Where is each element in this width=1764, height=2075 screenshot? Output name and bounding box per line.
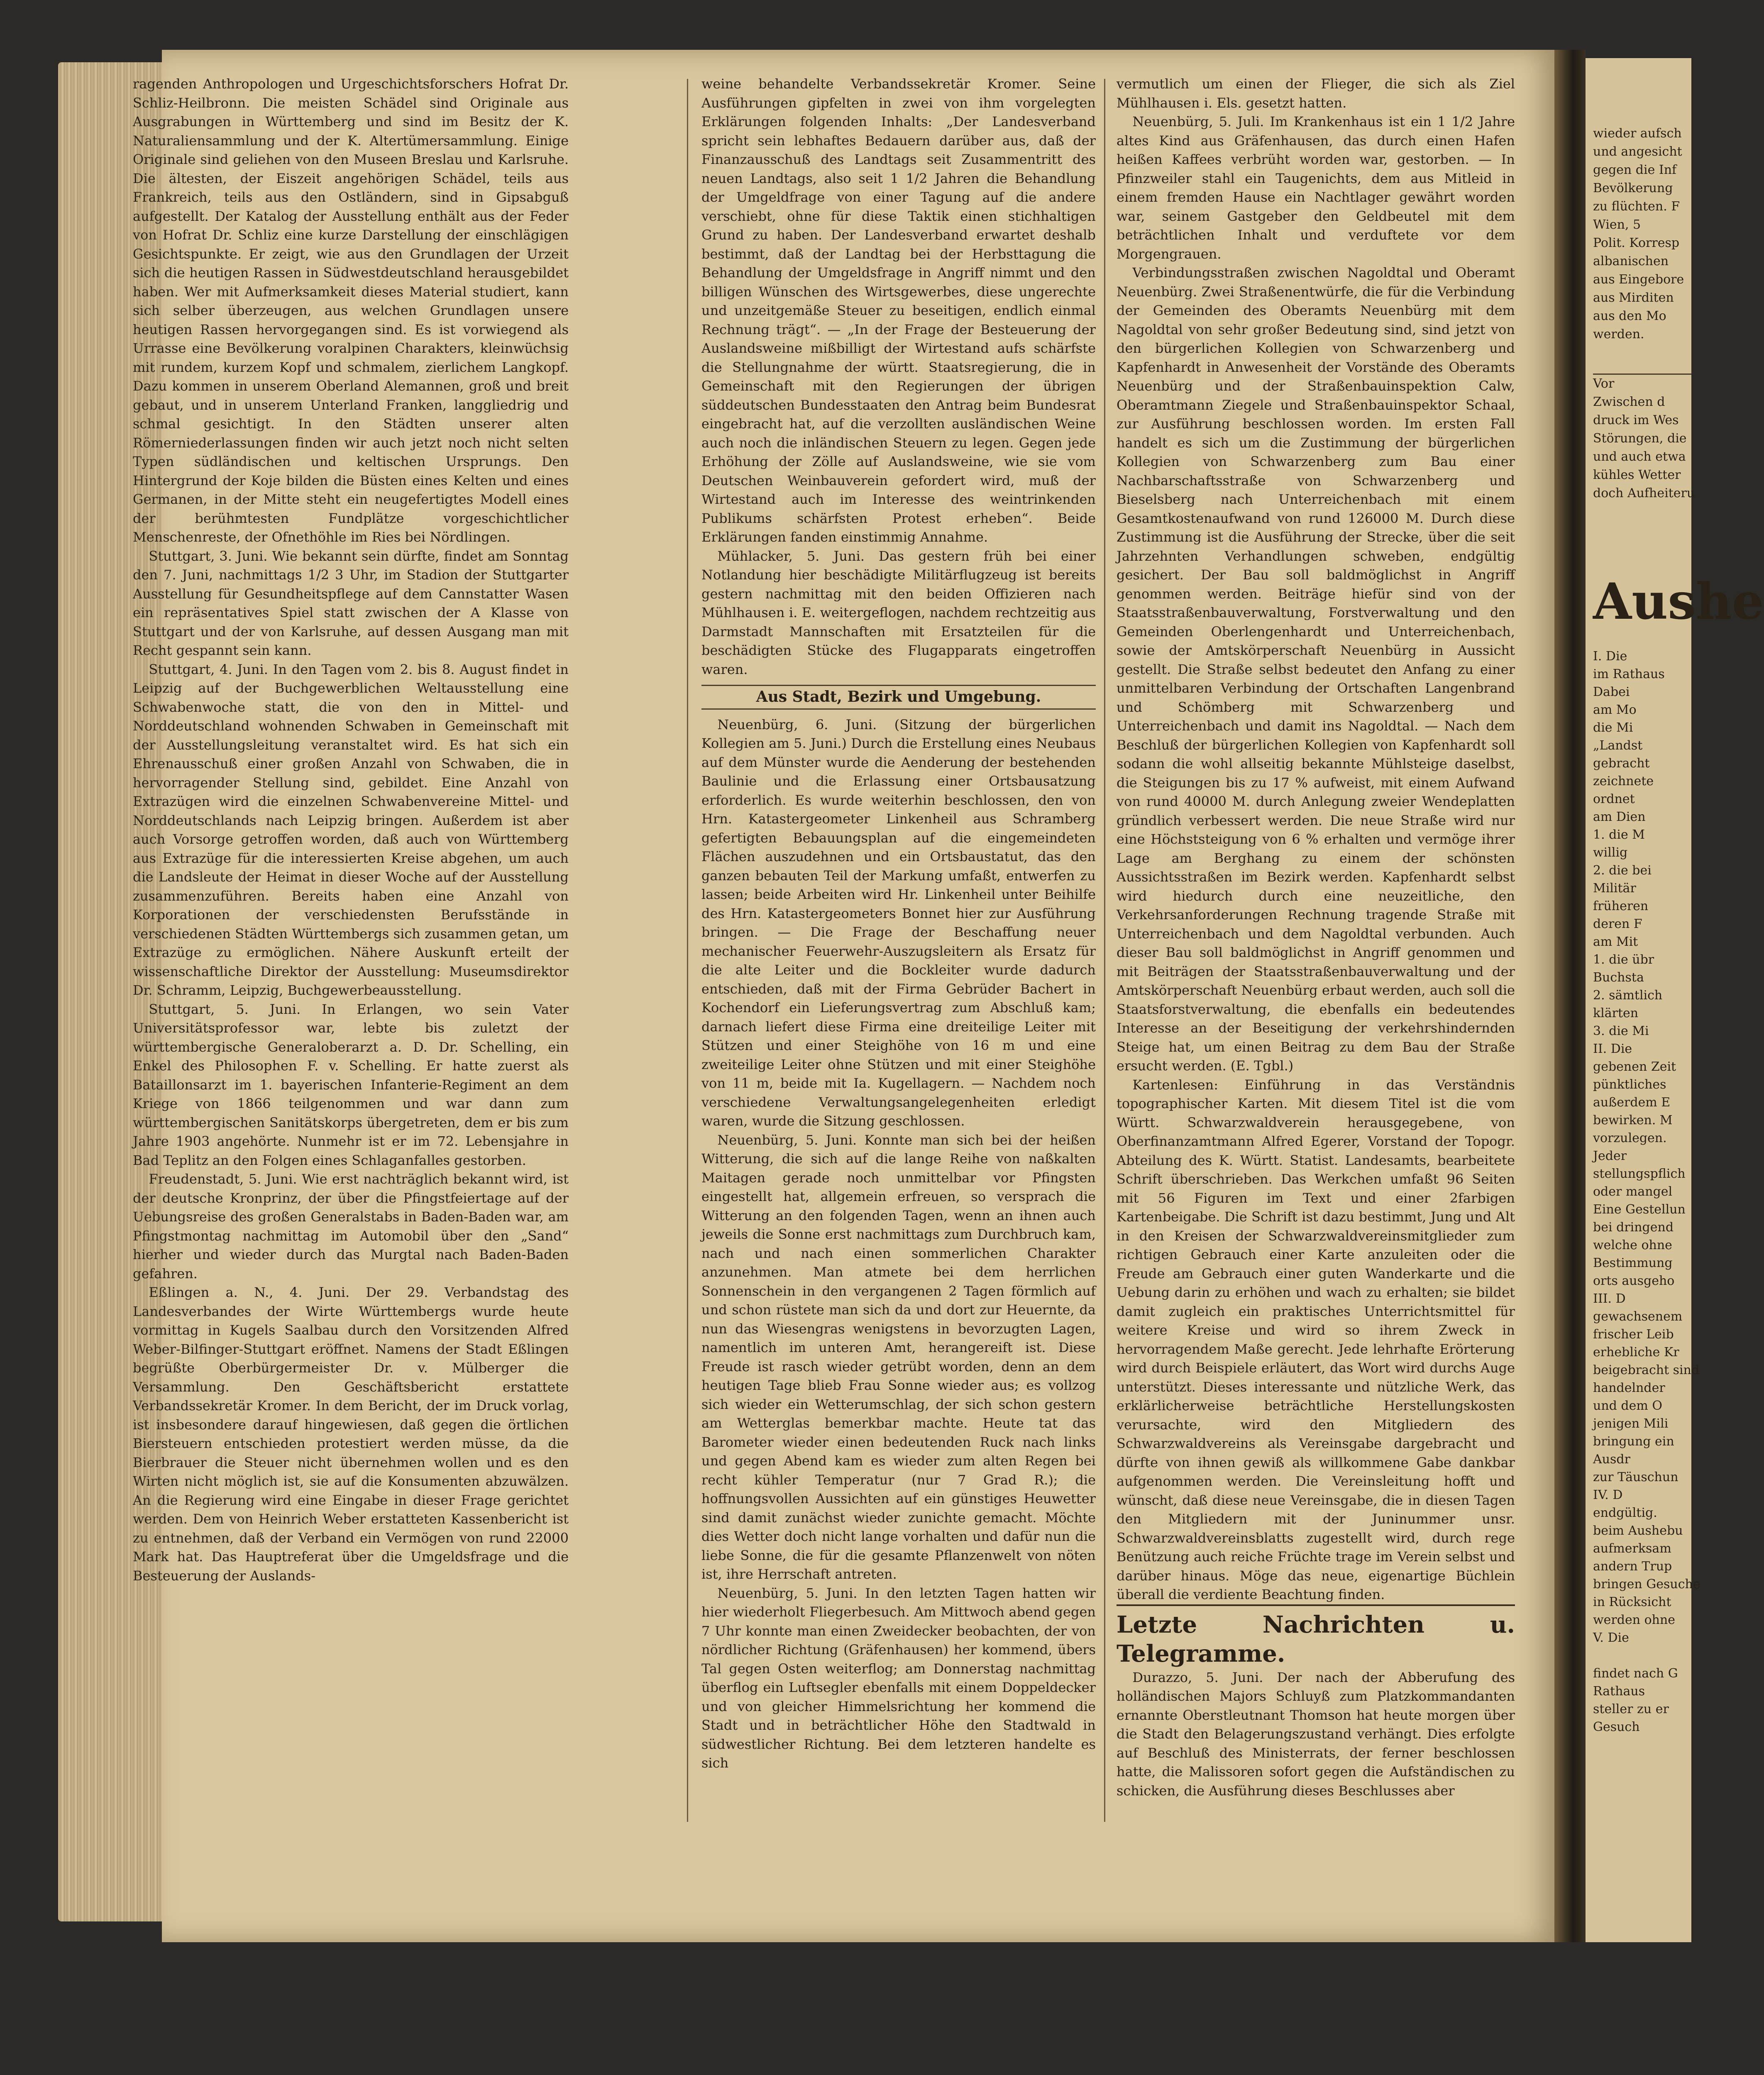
facing-line: Eine Gestellun — [1593, 1202, 1686, 1217]
facing-line: 1. die M — [1593, 828, 1645, 842]
facing-line: III. D — [1593, 1291, 1626, 1306]
article-paragraph: Stuttgart, 3. Juni. Wie bekannt sein dürfte, findet am Sonntag den 7. Juni, nachmittags 1/2 3 Uhr, im Stadion der Stuttgarter Ausstellung für Gesundheitspflege auf dem Cannstatter Wasen ein repräsentatives Spiel statt zwischen der A Klasse von Stuttgart und der von Karlsruhe, auf dessen Ausgang man mit Recht gespannt sein kann. — [133, 548, 569, 658]
article-paragraph: Freudenstadt, 5. Juni. Wie erst nachträglich bekannt wird, ist der deutsche Kronprinz, der über die Pfingstfeiertage auf der Uebungsreise des großen Generalstabs in Baden-Baden war, am Pfingstmontag nachmittag im Automobil über den „Sand“ hierher und wieder durch das Murgtal nach Baden-Baden gefahren. — [133, 1171, 569, 1282]
facing-line: 3. die Mi — [1593, 1024, 1649, 1038]
facing-line: „Landst — [1593, 738, 1643, 753]
facing-line: andern Trup — [1593, 1559, 1672, 1574]
facing-line: Zwischen d — [1593, 395, 1665, 409]
column-divider — [687, 79, 688, 1822]
facing-line: ordnet — [1593, 792, 1635, 806]
facing-line: Polit. Korresp — [1593, 236, 1680, 250]
facing-line: erhebliche Kr — [1593, 1345, 1679, 1360]
facing-line: jenigen Mili — [1593, 1416, 1669, 1431]
facing-line: steller zu er — [1593, 1702, 1669, 1716]
facing-line: am Mit — [1593, 935, 1638, 949]
facing-line: oder mangel — [1593, 1184, 1673, 1199]
column-divider — [1104, 79, 1105, 1822]
facing-line: und auch etwa — [1593, 449, 1686, 464]
facing-line: 1. die übr — [1593, 952, 1654, 967]
article-paragraph: vermutlich um einen der Flieger, die sich als Ziel Mühlhausen i. Els. gesetzt hatten. — [1117, 76, 1515, 111]
facing-line: vorzulegen. — [1593, 1131, 1667, 1145]
facing-line: II. Die — [1593, 1042, 1632, 1056]
facing-line: gegen die Inf — [1593, 163, 1677, 177]
facing-line: zur Täuschun — [1593, 1470, 1678, 1484]
article-column-2 — [701, 75, 1096, 1859]
facing-line: Ausdr — [1593, 1452, 1630, 1467]
facing-line: orts ausgeho — [1593, 1274, 1675, 1288]
article-paragraph: Neuenbürg, 5. Juli. Im Krankenhaus ist ein 1 1/2 Jahre altes Kind aus Gräfenhausen, das durch einen Hafen heißen Kaffees verbrüht worden war, gestorben. — In Pfinzweiler stahl ein Taugenichts, dem aus Mitleid in einem fremden Hause ein Nachtlager gewährt worden war, seinem Gastgeber den Geldbeutel mit dem beträchtlichen Inhalt und verduftete vor dem Morgengrauen. — [1117, 114, 1515, 262]
facing-line: Gesuch — [1593, 1720, 1640, 1734]
facing-line: V. Die — [1593, 1631, 1629, 1645]
facing-line: werden ohne — [1593, 1613, 1676, 1627]
facing-line: findet nach G — [1593, 1666, 1678, 1681]
facing-line: die Mi — [1593, 720, 1633, 735]
article-paragraph: weine behandelte Verbandssekretär Kromer. Seine Ausführungen gipfelten in zwei von ihm vorgelegten Erklärungen folgenden Inhalts: „Der Landesverband spricht sein lebhaftes Bedauern darüber aus, daß der Finanzausschuß des Landtags seit Zusammentritt des neuen Landtags, also seit 1 1/2 Jahren die Behandlung der Umgeldfrage von einer Tagung auf die andere verschiebt, ohne für diese Taktik einen stichhaltigen Grund zu haben. Der Landesverband erwartet deshalb bestimmt, daß der Landtag bei der Herbsttagung die Behandlung der Umgeldsfrage in Angriff nimmt und den billigen Wünschen des Wirtsgewerbes, diese ungerechte und unzeitgemäße Steuer zu beseitigen, endlich einmal Rechnung trägt“. — „In der Frage der Besteuerung der Auslandsweine mißbilligt der Wirtestand aufs schärfste die Stellungnahme der württ. Staatsregierung, die in Gemeinschaft mit den Regierungen der übrigen süddeutschen Bundesstaaten den Antrag beim Bundesrat eingebracht hat, auf die verzollten ausländischen Weine auch noch die inländischen Steuern zu legen. Gegen jede Erhöhung der Zölle auf Auslandsweine, wie sie vom Deutschen Weinbauverein gefordert wird, muß der Wirtestand auch im Interesse des weintrinkenden Publikums schärfsten Protest erheben“. Beide Erklärungen fanden einstimmig Annahme. — [701, 76, 1096, 545]
article-paragraph: Eßlingen a. N., 4. Juni. Der 29. Verbandstag des Landesverbandes der Wirte Württembergs wurde heute vormittag in Kugels Saalbau durch den Vorsitzenden Alfred Weber-Bilfinger-Stuttgart eröffnet. Namens der Stadt Eßlingen begrüßte Oberbürgermeister Dr. v. Mülberger die Versammlung. Den Geschäftsbericht erstattete Verbandssekretär Kromer. In dem Bericht, der im Druck vorlag, ist insbesondere darauf hingewiesen, daß gegen die örtlichen Biersteuern entschieden protestiert werden müsse, da die Bierbrauer die Steuer nicht übernehmen wollen und es den Wirten nicht möglich ist, sie auf die Konsumenten abzuwälzen. An die Regierung wird eine Eingabe in dieser Frage gerichtet werden. Dem von Heinrich Weber erstatteten Kassenbericht ist zu entnehmen, daß der Verband ein Vermögen von rund 22000 Mark hat. Das Hauptreferat über die Umgeldsfrage und die Besteuerung der Auslands- — [133, 1284, 569, 1584]
facing-line: aufmerksam — [1593, 1541, 1671, 1556]
facing-line: bei dringend — [1593, 1220, 1674, 1235]
article-paragraph: Neuenbürg, 6. Juni. (Sitzung der bürgerlichen Kollegien am 5. Juni.) Durch die Erstellung eines Neubaus auf dem Münster wurde die Aenderung der bestehenden Baulinie und die Erlassung einer Ortsbausatzung erforderlich. Es wurde weiterhin beschlossen, den von Hrn. Katastergeometer Linkenheil aus Schramberg gefertigten Bebauungsplan auf die eingemeindeten Flächen auszudehnen und ein Ortsbaustatut, das den ganzen bebauten Teil der Markung umfaßt, entwerfen zu lassen; beide Arbeiten wird Hr. Linkenheil unter Beihilfe des Hrn. Katastergeometers Bonnet hier zur Ausführung bringen. — Die Frage der Beschaffung neuer mechanischer Feuerwehr-Auszugsleitern als Ersatz für die alte Leiter und die Bockleiter wurde dadurch entschieden, daß mit der Firma Gebrüder Bachert in Kochendorf ein Lieferungsvertrag zum Abschluß kam; darnach liefert diese Firma eine dreiteilige Leiter mit Stützen und einer Steighöhe von 16 m und eine zweiteilige Leiter ohne Stützen und mit einer Steighöhe von 11 m, beide mit Ia. Kugellagern. — Nachdem noch verschiedene Verwaltungsangelegenheiten erledigt waren, wurde die Sitzung geschlossen. — [701, 716, 1096, 1129]
facing-line: aus Eingebore — [1593, 272, 1684, 287]
facing-line: beigebracht sind — [1593, 1363, 1700, 1377]
facing-line: Jeder — [1593, 1149, 1627, 1163]
article-paragraph: ragenden Anthropologen und Urgeschichtsforschers Hofrat Dr. Schliz-Heilbronn. Die meisten Schädel sind Originale aus Ausgrabungen in Württemberg und sind im Besitz der K. Naturaliensammlung und der K. Altertümersammlung. Einige Originale sind geliehen von den Museen Breslau und Karlsruhe. Die ältesten, der Eiszeit angehörigen Schädel, teils aus Frankreich, teils aus den Ostländern, sind in Gipsabguß aufgestellt. Der Katalog der Ausstellung enthält aus der Feder von Hofrat Dr. Schliz eine kurze Darstellung der einschlägigen Gesichtspunkte. Er zeigt, wie aus den Grundlagen der Urzeit sich die heutigen Rassen in Südwestdeutschland herausgebildet haben. Wer mit Aufmerksamkeit dieses Material studiert, kann sich selber überzeugen, aus welchen Grundlagen unsere heutigen Rassen hervorgegangen sind. Es ist vorwiegend als Urrasse eine Bevölkerung voralpinen Charakters, kleinwüchsig mit rundem, kurzem Kopf und schmalem, zierlichem Langkopf. Dazu kommen in unserem Oberland Alemannen, groß und breit gebaut, und in unserem Unterland Franken, langgliedrig und schmal gesichtigt. In den Städten unserer alten Römerniederlassungen finden wir auch jetzt noch nicht selten Typen südländischen und keltischen Ursprungs. Den Hintergrund der Koje bilden die Büsten eines Kelten und eines Germanen, in der Mitte steht ein neugefertigtes Modell eines der berühmtesten Fundplätze vorgeschichtlicher Menschenreste, der Ofnethöhle im Ries bei Nördlingen. — [133, 76, 569, 545]
book-gutter — [1554, 50, 1586, 1942]
facing-line: gebracht — [1593, 756, 1650, 771]
facing-line: frischer Leib — [1593, 1327, 1674, 1342]
facing-line: Dabei — [1593, 685, 1630, 699]
article-paragraph: Kartenlesen: Einführung in das Verständnis topographischer Karten. Mit diesem Titel ist die vom Württ. Schwarzwaldverein herausgegebene, von Oberfinanzamtmann Alfred Egerer, Vorstand der Topogr. Abteilung des K. Württ. Statist. Landesamts, bearbeitete Schrift überschrieben. Das Werkchen umfaßt 96 Seiten mit 56 Figuren im Text und einer 2farbigen Kartenbeigabe. Die Schrift ist dazu bestimmt, Jung und Alt in den Kreisen der Schwarzwaldvereinsmitglieder zum richtigen Gebrauch einer Karte anzuleiten oder die Freude am Gebrauch einer guten Wanderkarte und die Uebung darin zu erhöhen und wach zu erhalten; sie bildet damit zugleich ein praktisches Unterrichtsmittel für weitere Kreise und wird so ihrem Zweck in hervorragendem Maße gerecht. Jede lehrhafte Erörterung wird durch Beispiele erläutert, das Wort wird durchs Auge unterstützt. Dieses interessante und nützliche Werk, das erklärlicherweise beträchtliche Herstellungskosten verursachte, wird den Mitgliedern des Schwarzwaldvereins als Vereinsgabe dargebracht und dürfte von ihnen gewiß als willkommene Gabe dankbar aufgenommen werden. Die Vereinsleitung hofft und wünscht, daß diese neue Vereinsgabe, die in diesen Tagen den Mitgliedern mit der Juninummer unsr. Schwarzwaldvereinsblatts zugestellt wird, durch rege Benützung auch reiche Früchte trage im Verein selbst und darüber hinaus. Möge das neue, eigenartige Büchlein überall die verdiente Beachtung finden. — [1117, 1077, 1515, 1602]
facing-page-big-heading: Aushe — [1593, 572, 1764, 631]
facing-line: doch Aufheiteru — [1593, 486, 1695, 500]
article-paragraph: Stuttgart, 4. Juni. In den Tagen vom 2. bis 8. August findet in Leipzig auf der Buchgewerblichen Weltausstellung eine Schwabenwoche statt, die von den in Mittel- und Norddeutschland wohnenden Schwaben in Gemeinschaft mit der Ausstellungsleitung veranstaltet wird. Es hat sich ein Ehrenausschuß einer großen Anzahl von Schwaben, die in hervorragender Stellung sind, gebildet. Eine Anzahl von Extrazügen wird die einzelnen Schwabenvereine Mittel- und Norddeutschlands nach Leipzig bringen. Außerdem ist aber auch Vorsorge getroffen worden, daß auch von Württemberg aus Extrazüge für die interessierten Kreise abgehen, um auch die Landsleute der Heimat in dieser Woche auf der Ausstellung zusammenzuführen. Bereits haben eine Anzahl von Korporationen der verschiedensten Berufsstände in verschiedenen Städten Württembergs sich zusammen getan, um Extrazüge zu ermöglichen. Nähere Auskunft erteilt der wissenschaftliche Direktor der Ausstellung: Museumsdirektor Dr. Schramm, Leipzig, Buchgewerbeausstellung. — [133, 661, 569, 998]
facing-line: 2. sämtlich — [1593, 988, 1663, 1003]
facing-line: welche ohne — [1593, 1238, 1672, 1252]
facing-line: gebenen Zeit — [1593, 1059, 1676, 1074]
telegram-heading: Letzte Nachrichten u. Telegramme. — [1117, 1604, 1515, 1668]
facing-line: albanischen — [1593, 254, 1669, 269]
article-paragraph: Stuttgart, 5. Juni. In Erlangen, wo sein Vater Universitätsprofessor war, lebte bis zuletzt der württembergische Generaloberarzt a. D. Dr. Schelling, ein Enkel des Philosophen F. v. Schelling. Er hatte zuerst als Bataillonsarzt im 1. bayerischen Infanterie-Regiment an dem Kriege von 1866 teilgenommen und war dann zum württembergischen Sanitätskorps übergetreten, dem er bis zum Jahre 1903 angehörte. Nunmehr ist er im 72. Lebensjahre in Bad Teplitz an den Folgen eines Schlaganfalles gestorben. — [133, 1001, 569, 1168]
facing-line: zu flüchten. F — [1593, 199, 1680, 214]
facing-line: Militär — [1593, 881, 1636, 896]
facing-line: Störungen, die — [1593, 431, 1687, 446]
facing-line: kühles Wetter — [1593, 468, 1681, 482]
facing-line: Rathaus — [1593, 1684, 1645, 1699]
facing-line: pünktliches — [1593, 1077, 1666, 1092]
facing-line: bewirken. M — [1593, 1113, 1673, 1128]
facing-line: stellungspflich — [1593, 1167, 1686, 1181]
facing-line: früheren — [1593, 899, 1649, 913]
facing-line — [1593, 1647, 1691, 1665]
facing-line: druck im Wes — [1593, 413, 1679, 427]
facing-line: und dem O — [1593, 1399, 1662, 1413]
facing-line: Vor — [1593, 376, 1615, 391]
facing-line: am Dien — [1593, 810, 1646, 824]
facing-line: beim Aushebu — [1593, 1523, 1683, 1538]
facing-line: aus Mirditen — [1593, 290, 1674, 305]
article-paragraph: Neuenbürg, 5. Juni. In den letzten Tagen hatten wir hier wiederholt Fliegerbesuch. Am Mittwoch abend gegen 7 Uhr konnte man einen Zweidecker beobachten, der von nördlicher Richtung (Gräfenhausen) her kommend, übers Tal gegen Osten weiterflog; am Donnerstag nachmittag überflog ein Luftsegler ebenfalls mit einem Doppeldecker und von gleicher Himmelsrichtung her kommend die Stadt und in beträchtlicher Höhe den Stadtwald in südwestlicher Richtung. Bei dem letzteren handelte es sich — [701, 1585, 1096, 1771]
facing-line: außerdem E — [1593, 1095, 1671, 1110]
facing-line: deren F — [1593, 917, 1642, 931]
facing-line: endgültig. — [1593, 1506, 1657, 1520]
facing-line: bringung ein — [1593, 1434, 1674, 1449]
article-paragraph: Verbindungsstraßen zwischen Nagoldtal und Oberamt Neuenbürg. Zwei Straßenentwürfe, die für die Verbindung der Gemeinden des Oberamts Neuenbürg mit dem Nagoldtal von sehr großer Bedeutung sind, sind jetzt von den bürgerlichen Kollegien von Schwarzenberg und Kapfenhardt in Anwesenheit der Vorstände des Oberamts Neuenbürg und der Straßenbauinspektion Calw, Oberamtmann Ziegele und Straßenbauinspektor Schaal, zur Ausführung beschlossen worden. Im ersten Fall handelt es sich um die Zustimmung der bürgerlichen Kollegien von Schwarzenberg zum Bau einer Nachbarschaftsstraße von Schwarzenberg und Bieselsberg nach Unterreichenbach mit einem Gesamtkostenaufwand von rund 126000 M. Durch diese Zustimmung ist die Ausführung der Strecke, über die seit Jahrzehnten Verhandlungen schweben, endgültig gesichert. Der Bau soll baldmöglichst in Angriff genommen werden. Beiträge hiefür sind von der Staatsstraßenbauverwaltung, Forstverwaltung und den Gemeinden Oberlengenhardt und Unterreichenbach, sowie der Amtskörperschaft Neuenbürg in Aussicht gestellt. Die Straße selbst bedeutet den Anfang zu einer unmittelbaren Verbindung der Ortschaften Langenbrand und Schömberg mit Schwarzenberg und Unterreichenbach und damit ins Nagoldtal. — Nach dem Beschluß der bürgerlichen Kollegien von Kapfenhardt soll sodann die wohl allseitig bekannte Mühlsteige daselbst, die Steigungen bis zu 17 % aufweist, mit einem Aufwand von rund 40000 M. durch Anlegung zweier Wendeplatten gründlich verbessert werden. Die neue Straße wird nur eine Höchststeigung von 6 % erhalten und vermöge ihrer Lage am Berghang zu einem der schönsten Aussichtsstraßen im Bezirk werden. Kapfenhardt selbst wird hiedurch durch eine neuzeitliche, den Verkehrsanforderungen Rechnung tragende Straße mit Unterreichenbach und dem Nagoldtal verbunden. Auch dieser Bau soll baldmöglichst in Angriff genommen und mit Beiträgen der Staatsstraßenbauverwaltung und der Amtskörperschaft Neuenbürg erbaut werden, auch soll die Staatsforstverwaltung, die ebenfalls ein bedeutendes Interesse an der Beseitigung der verkehrshindernden Steige hat, um einen Beitrag zu dem Bau der Straße ersucht werden. (E. Tgbl.) — [1117, 265, 1515, 1074]
facing-line: werden. — [1593, 327, 1644, 342]
facing-line: IV. D — [1593, 1488, 1623, 1502]
facing-page-top-text — [1593, 124, 1691, 344]
facing-line: handelnder — [1593, 1381, 1665, 1395]
article-paragraph: Neuenbürg, 5. Juni. Konnte man sich bei der heißen Witterung, die sich auf die lange Reihe von naßkalten Maitagen gerade noch unmittelbar vor Pfingsten eingestellt hat, allgemein erfreuen, so versprach die Witterung an den folgenden Tagen, wenn an ihnen auch jeweils die Sonne erst nachmittags zum Durchbruch kam, nach und nach einen sommerlichen Charakter anzunehmen. Man atmete bei dem herrlichen Sonnenschein in den vergangenen 2 Tagen förmlich auf und schon rüstete man sich da und dort zur Heuernte, da nun das Wiesengras wenigstens in bevorzugten Lagen, namentlich im unteren Amt, herangereift ist. Diese Freude ist rasch wieder getrübt worden, denn an dem heutigen Tage blieb Frau Sonne wieder aus; es vollzog sich wieder ein Wetterumschlag, der sich schon gestern am Wetterglas bemerkbar machte. Heute tat das Barometer wieder einen bedeutenden Ruck nach links und gegen Abend kam es wieder zum alten Regen bei recht kühler Temperatur (nur 7 Grad R.); die hoffnungsvollen Aussichten auf ein günstiges Heuwetter sind damit zunächst wieder zunichte gemacht. Möchte dies Wetter doch nicht lange vorhalten und dafür nun die liebe Sonne, die für die gesamte Pflanzenwelt von nöten ist, ihre Herrschaft antreten. — [701, 1132, 1096, 1582]
section-heading: Aus Stadt, Bezirk und Umgebung. — [701, 685, 1096, 710]
facing-line: und angesicht — [1593, 144, 1682, 159]
facing-line: bringen Gesuche — [1593, 1577, 1700, 1592]
article-paragraph: Mühlacker, 5. Juni. Das gestern früh bei einer Notlandung hier beschädigte Militärflugzeug ist bereits gestern nachmittag mit den beiden Offizieren nach Mühlhausen i. E. weitergeflogen, nachdem rechtzeitig aus Darmstadt Mannschaften mit Ersatzteilen für die beschädigten Stücke des Flugapparats eingetroffen waren. — [701, 548, 1096, 677]
facing-line: wieder aufsch — [1593, 126, 1682, 141]
facing-line: am Mo — [1593, 703, 1637, 717]
facing-line: aus den Mo — [1593, 309, 1666, 323]
telegram-paragraph: Durazzo, 5. Juni. Der nach der Abberufung des holländischen Majors Schluyß zum Platzkommandanten ernannte Oberstleutnant Thomson hat heute morgen über die Stadt den Belagerungszustand verhängt. Dies erfolgte auf Beschluß des Ministerrats, der ferner beschlossen hatte, die Malissoren sofort gegen die Aufständischen zu schicken, die Ausführung dieses Beschlusses aber — [1117, 1669, 1515, 1799]
facing-line: Buchsta — [1593, 970, 1644, 985]
facing-line: klärten — [1593, 1006, 1639, 1020]
facing-page-weather — [1593, 374, 1695, 503]
article-column-3 — [1117, 75, 1515, 1859]
facing-line: Bevölkerung — [1593, 181, 1673, 195]
facing-line: 2. die bei — [1593, 863, 1652, 878]
facing-line: Wien, 5 — [1593, 217, 1641, 232]
facing-line: im Rathaus — [1593, 667, 1665, 681]
facing-line: Bestimmung — [1593, 1256, 1673, 1270]
facing-page-lower-text — [1593, 647, 1700, 1736]
facing-line: willig — [1593, 845, 1628, 860]
facing-line: zeichnete — [1593, 774, 1654, 788]
facing-line: gewachsenem — [1593, 1309, 1683, 1324]
article-column-1 — [133, 75, 569, 1859]
facing-line: I. Die — [1593, 649, 1627, 664]
facing-line: in Rücksicht — [1593, 1595, 1671, 1609]
